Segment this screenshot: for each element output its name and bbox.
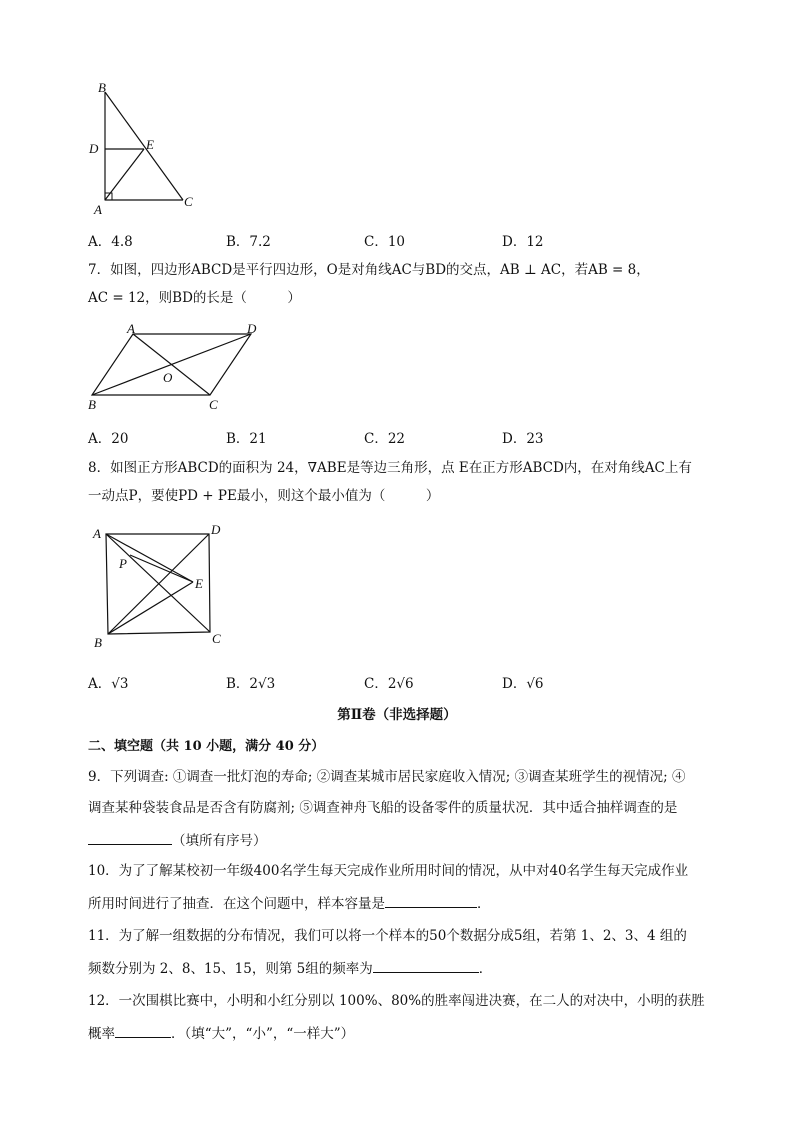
q9-hint: （填所有序号） (172, 833, 267, 849)
q8-label-c: C (212, 631, 221, 646)
part2-title: 二、填空题（共 10 小题，满分 40 分） (88, 739, 325, 754)
q7-option-a: A．20 (88, 431, 129, 447)
q10-stem-line2: 所用时间进行了抽查．在这个问题中，样本容量是 (88, 896, 385, 912)
q8-label-p: P (119, 556, 127, 571)
q6-option-a: A．4.8 (88, 234, 133, 250)
q6-option-d: D．12 (502, 234, 544, 250)
q6-label-d: D (89, 141, 99, 156)
q12-answer-blank[interactable] (115, 1023, 171, 1038)
q8-option-b: B．2√3 (226, 676, 276, 692)
q7-option-d: D．23 (502, 431, 544, 447)
q6-option-c: C．10 (364, 234, 406, 250)
q6-option-b: B．7.2 (226, 234, 271, 250)
q12-stem-line1: 12．一次围棋比赛中，小明和小红分别以 100%、80%的胜率闯进决赛，在二人的对决中，小明的获胜 (88, 993, 705, 1009)
q9-stem-line2: 调查某种袋装食品是否含有防腐剂; ⑤调查神舟飞船的设备零件的质量状况．其中适合抽样调查的是 (88, 800, 678, 816)
q7-stem-line1: 7．如图，四边形ABCD是平行四边形，O是对角线AC与BD的交点，AB ⊥ AC，若AB = 8， (88, 262, 650, 278)
q8-label-a: A (93, 526, 101, 541)
q7-stem-line2: AC = 12，则BD的长是（ ） (88, 290, 301, 306)
q10-stem-line1: 10．为了了解某校初一年级400名学生每天完成作业所用时间的情况，从中对40名学生每天完成作业 (88, 863, 689, 879)
q7-label-c: C (209, 397, 218, 412)
q6-label-b: B (98, 80, 106, 95)
q7-label-o: O (163, 370, 173, 385)
q8-label-d: D (211, 522, 221, 537)
q11-period: ． (478, 961, 493, 977)
q8-option-d: D．√6 (502, 676, 544, 692)
q12-answer-line (88, 1023, 354, 1043)
q6-label-e: E (146, 137, 154, 152)
q10-answer-line (88, 893, 491, 913)
q12-stem-line2: 概率 (88, 1026, 115, 1042)
q9-answer-line (88, 830, 267, 850)
q7-option-c: C．22 (364, 431, 406, 447)
q7-label-b: B (88, 397, 96, 412)
q10-answer-blank[interactable] (385, 893, 477, 908)
q7-label-d: D (247, 321, 257, 336)
q11-answer-blank[interactable] (373, 958, 479, 973)
q7-figure (85, 320, 260, 415)
q10-period: ． (477, 896, 491, 912)
q8-stem-line2: 一动点P，要使PD + PE最小，则这个最小值为（ ） (88, 488, 440, 504)
q8-label-e: E (195, 576, 203, 591)
q9-answer-blank[interactable] (88, 830, 172, 845)
q6-label-a: A (94, 202, 102, 217)
q8-option-a: A．√3 (88, 676, 129, 692)
q7-option-b: B．21 (226, 431, 267, 447)
q11-answer-line (88, 958, 492, 978)
q12-hint: ．（填“大”，“小”，“一样大”） (171, 1026, 355, 1042)
q9-stem-line1: 9．下列调查: ①调查一批灯泡的寿命; ②调查某城市居民家庭收入情况; ③调查某班学生的视情况; ④ (88, 769, 686, 785)
q11-stem-line2: 频数分别为 2、8、15、15，则第 5组的频率为 (88, 961, 373, 977)
q6-label-c: C (184, 194, 193, 209)
q7-label-a: A (127, 321, 135, 336)
q6-figure (85, 78, 205, 218)
q8-option-c: C．2√6 (364, 676, 414, 692)
q8-stem-line1: 8．如图正方形ABCD的面积为 24，∇ABE是等边三角形，点 E在正方形ABCD内，在对角线AC上有 (88, 460, 692, 476)
q11-stem-line1: 11．为了解一组数据的分布情况，我们可以将一个样本的50个数据分成5组，若第 1、2、3、4 组的 (88, 928, 687, 944)
q8-label-b: B (94, 635, 102, 650)
q8-figure (88, 520, 233, 650)
section-title: 第Ⅱ卷（非选择题） (337, 707, 457, 723)
